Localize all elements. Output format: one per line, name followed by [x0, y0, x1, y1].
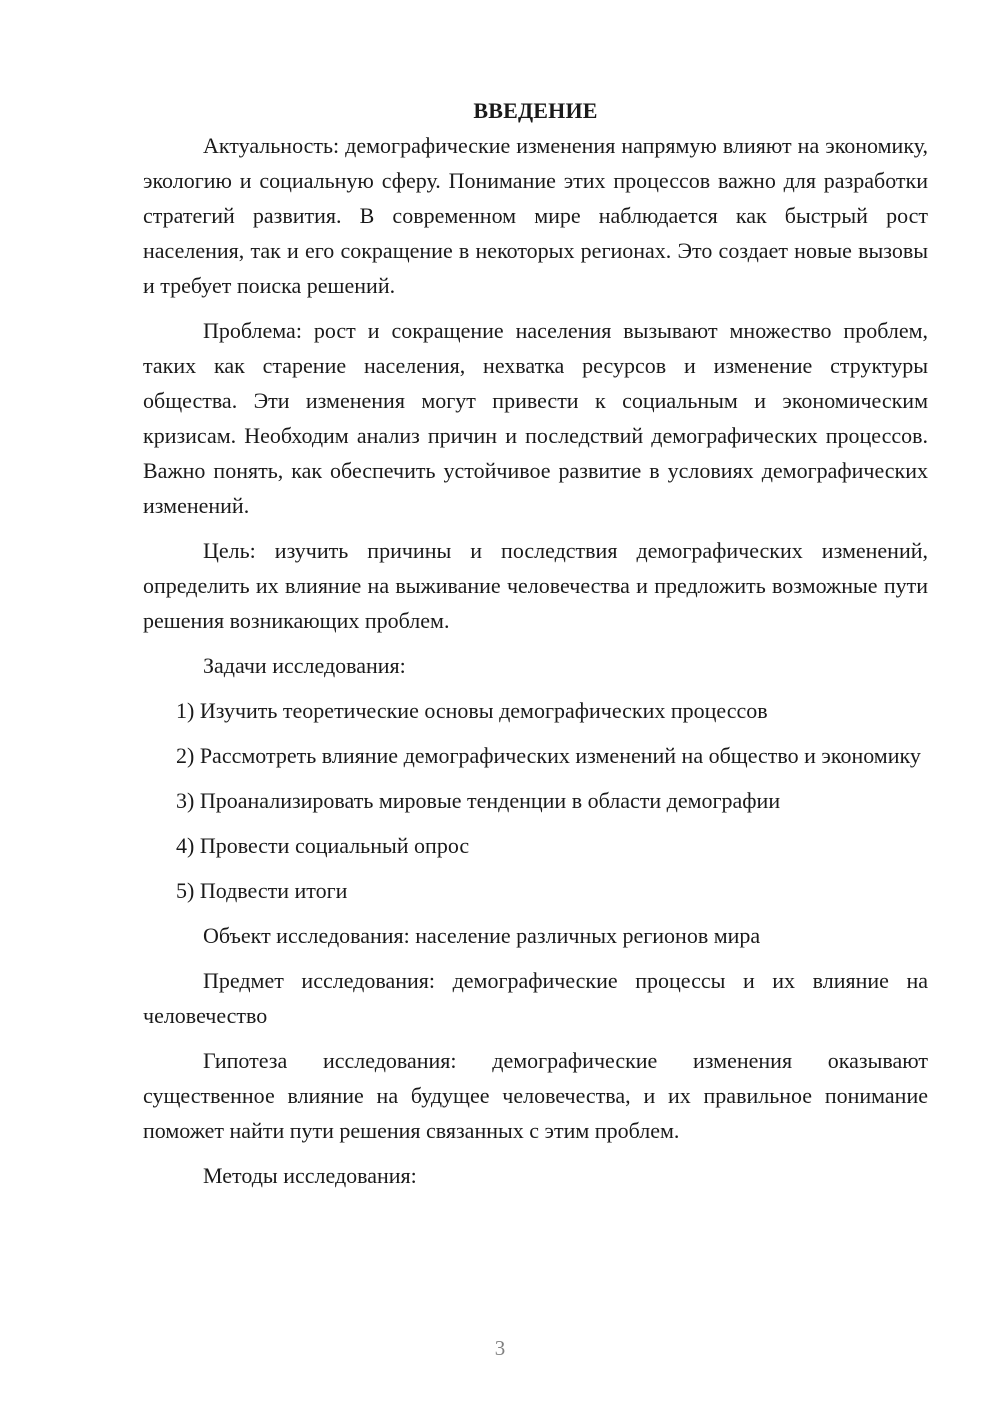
task-item: 5) Подвести итоги	[176, 878, 348, 903]
page-content	[143, 93, 928, 1203]
paragraph-object: Объект исследования: население различных регионов мира	[203, 923, 761, 948]
tasks-heading: Задачи исследования:	[203, 653, 406, 678]
task-item: 3) Проанализировать мировые тенденции в области демографии	[176, 788, 781, 813]
task-item: 2) Рассмотреть влияние демографических изменений на общество и экономику	[176, 743, 921, 768]
methods-heading: Методы исследования:	[203, 1163, 417, 1188]
paragraph-goal: Цель: изучить причины и последствия демографических изменений, определить их влияние на выживание человечества и предложить возможные пути решения возникающих проблем.	[143, 538, 928, 633]
task-item: 4) Провести социальный опрос	[176, 833, 470, 858]
paragraph-relevance: Актуальность: демографические изменения напрямую влияют на экономику, экологию и социальную сферу. Понимание этих процессов важно для разработки стратегий развития. В современном мире наблюдается как быстрый рост населения, так и его сокращение в некоторых регионах. Это создает новые вызовы и требует поиска решений.	[143, 133, 928, 298]
tasks-list	[143, 693, 928, 908]
paragraph-problem: Проблема: рост и сокращение населения вызывают множество проблем, таких как старение населения, нехватка ресурсов и изменение структуры общества. Эти изменения могут привести к социальным и экономическим кризисам. Необходим анализ причин и последствий демографических процессов. Важно понять, как обеспечить устойчивое развитие в условиях демографических изменений.	[143, 318, 928, 518]
task-item: 1) Изучить теоретические основы демографических процессов	[176, 698, 768, 723]
page-title: ВВЕДЕНИЕ	[473, 98, 598, 123]
paragraph-hypothesis: Гипотеза исследования: демографические изменения оказывают существенное влияние на будущее человечества, и их правильное понимание поможет найти пути решения связанных с этим проблем.	[143, 1048, 928, 1143]
paragraph-subject: Предмет исследования: демографические процессы и их влияние на человечество	[143, 968, 928, 1028]
page-number: 3	[494, 1336, 506, 1360]
